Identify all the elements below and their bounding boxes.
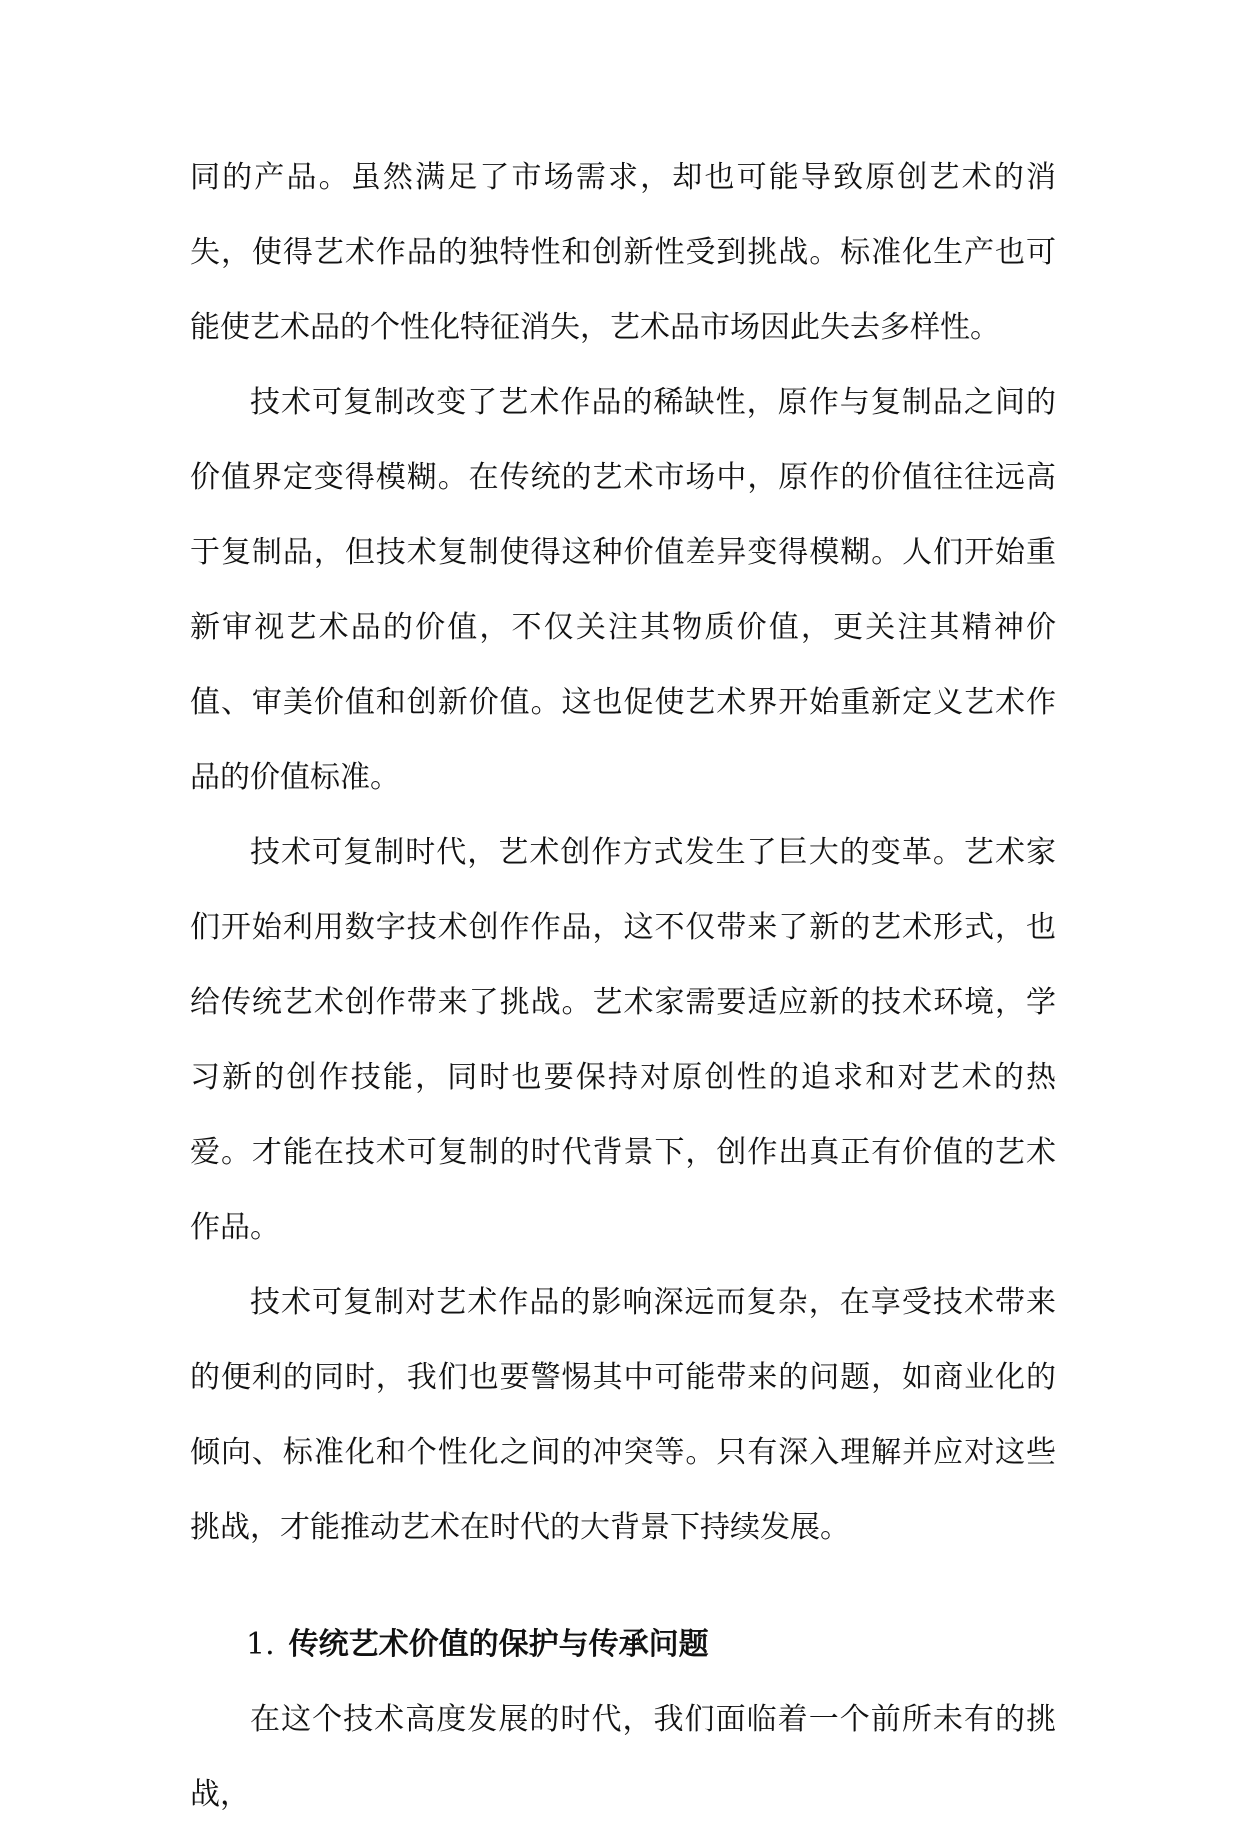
paragraph-creation-methods: 技术可复制时代，艺术创作方式发生了巨大的变革。艺术家们开始利用数字技术创作作品，这不仅带来了新的艺术形式，也给传统艺术创作带来了挑战。艺术家需要适应新的技术环境，学习新的创作技能，同时也要保持对原创性的追求和对艺术的热爱。才能在技术可复制的时代背景下，创作出真正有价值的艺术作品。 [190,835,1056,1245]
body-text [190,140,1056,1832]
section-heading [190,1607,1056,1682]
paragraph-section-intro: 在这个技术高度发展的时代，我们面临着一个前所未有的挑战， [190,1702,1056,1812]
section-number: 1. [246,1627,275,1662]
paragraph-continuation: 同的产品。虽然满足了市场需求，却也可能导致原创艺术的消失，使得艺术作品的独特性和创新性受到挑战。标准化生产也可能使艺术品的个性化特征消失，艺术品市场因此失去多样性。 [190,160,1056,345]
section-title: 传统艺术价值的保护与传承问题 [288,1627,709,1662]
paragraph-value-definition: 技术可复制改变了艺术作品的稀缺性，原作与复制品之间的价值界定变得模糊。在传统的艺术市场中，原作的价值往往远高于复制品，但技术复制使得这种价值差异变得模糊。人们开始重新审视艺术品的价值，不仅关注其物质价值，更关注其精神价值、审美价值和创新价值。这也促使艺术界开始重新定义艺术作品的价值标准。 [190,385,1056,795]
paragraph-impact-summary: 技术可复制对艺术作品的影响深远而复杂，在享受技术带来的便利的同时，我们也要警惕其中可能带来的问题，如商业化的倾向、标准化和个性化之间的冲突等。只有深入理解并应对这些挑战，才能推动艺术在时代的大背景下持续发展。 [190,1285,1056,1545]
